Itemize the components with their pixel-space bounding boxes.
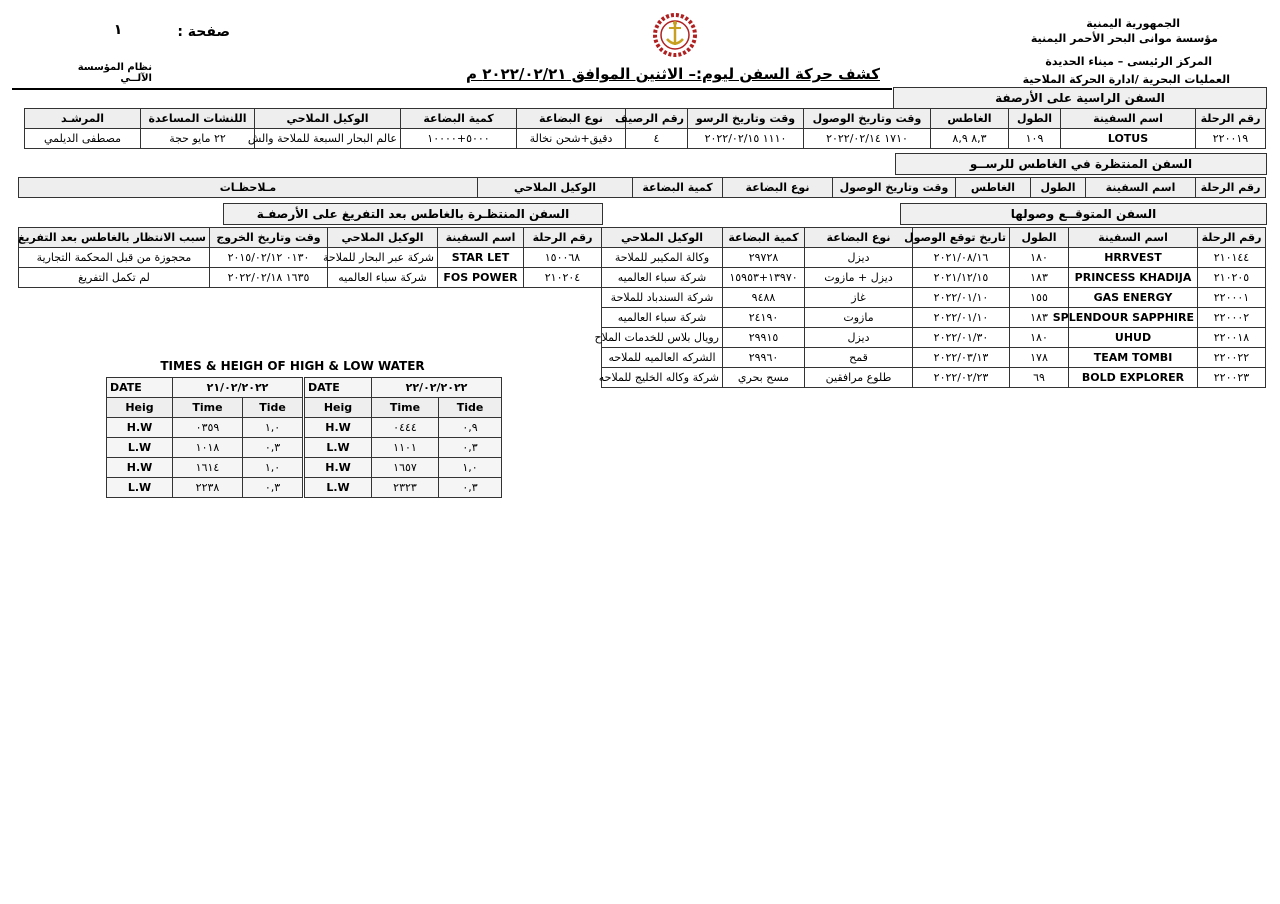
- table-cell: غاز: [805, 288, 913, 308]
- col-header: سبب الانتظار بالغاطس بعد التفريغ: [19, 228, 210, 248]
- table-cell: قمح: [805, 348, 913, 368]
- table-cell: ٢٢ مايو حجة: [141, 129, 255, 149]
- table-cell: ديزل: [805, 328, 913, 348]
- tides-title: TIMES & HEIGH OF HIGH & LOW WATER: [160, 359, 425, 373]
- page-title: كشف حركة السفن ليوم:– الاثنين الموافق ٢٠٢٢/٠٢/٢١ م: [466, 65, 880, 83]
- tide-header-row: [305, 398, 502, 418]
- table-cell: ١,٠: [243, 418, 303, 438]
- col-header: Tide: [243, 398, 303, 418]
- col-header: الوكيل الملاحي: [602, 228, 723, 248]
- table-row: [602, 248, 1266, 268]
- expected-table: [594, 227, 1266, 388]
- col-header: الغاطس: [931, 109, 1009, 129]
- anchorage-header-row: [19, 178, 1266, 198]
- port-emblem-icon: [652, 12, 698, 58]
- col-header: الوكيل الملاحي: [255, 109, 401, 129]
- table-cell: وكالة المكيبر للملاحة: [602, 248, 723, 268]
- table-cell: L.W: [107, 478, 173, 498]
- table-cell: ٠٤٤٤: [372, 418, 439, 438]
- table-cell: شركة عبر البحار للملاحة: [328, 248, 438, 268]
- table-cell: ٢٢٠٠١٩: [1196, 129, 1266, 149]
- table-cell: ١,٠: [243, 458, 303, 478]
- table-cell: PRINCESS KHADIJA: [1069, 268, 1198, 288]
- berthed-table: [24, 108, 1266, 149]
- table-cell: H.W: [107, 458, 173, 478]
- table-cell: ٥٠٠٠+١٠٠٠٠: [401, 129, 517, 149]
- page-number: ١: [113, 22, 123, 38]
- table-cell: شركة سباء العالميه: [602, 308, 723, 328]
- table-row: [19, 248, 602, 268]
- table-cell: ١٥٥: [1010, 288, 1069, 308]
- waiting-header-row: [19, 228, 602, 248]
- col-header: كمية البضاعة: [723, 228, 805, 248]
- col-header: رقم الرصيف: [626, 109, 688, 129]
- col-header: المرشـد: [25, 109, 141, 129]
- col-header: وقت وتاريخ الرسو: [688, 109, 804, 129]
- table-cell: ١١٠١: [372, 438, 439, 458]
- tide-date: ٢١/٠٢/٢٠٢٢: [173, 378, 303, 398]
- table-cell: BOLD EXPLORER: [1069, 368, 1198, 388]
- waiting-discharge-table: [18, 227, 602, 288]
- table-cell: محجوزة من قبل المحكمة التجارية: [19, 248, 210, 268]
- tide-header-row: [107, 398, 303, 418]
- table-cell: GAS ENERGY: [1069, 288, 1198, 308]
- table-row: [305, 438, 502, 458]
- table-cell: ٢٣٢٣: [372, 478, 439, 498]
- col-header: الغاطس: [956, 178, 1031, 198]
- department-name: العمليات البحرية /ادارة الحركة الملاحية: [1022, 73, 1230, 86]
- col-header: نوع البضاعة: [805, 228, 913, 248]
- table-cell: L.W: [107, 438, 173, 458]
- republic-name: الجمهورية اليمنية: [1086, 17, 1180, 30]
- table-cell: ٢٢٠٠٠٢: [1198, 308, 1266, 328]
- table-cell: شركة السندباد للملاحة: [602, 288, 723, 308]
- table-row: [107, 438, 303, 458]
- table-row: [305, 458, 502, 478]
- table-cell: ٢٢٣٨: [173, 478, 243, 498]
- page-label: صفحة :: [177, 24, 230, 40]
- table-row: [19, 268, 602, 288]
- col-header: وقت وتاريخ الوصول: [804, 109, 931, 129]
- table-cell: ٢٢٠٠١٨: [1198, 328, 1266, 348]
- table-cell: ٠٣٥٩: [173, 418, 243, 438]
- table-row: [305, 478, 502, 498]
- table-cell: ١٦١٤: [173, 458, 243, 478]
- col-header: اللنشات المساعدة: [141, 109, 255, 129]
- table-cell: ٠,٩: [439, 418, 502, 438]
- table-cell: ٢١٠٢٠٥: [1198, 268, 1266, 288]
- table-cell: L.W: [305, 478, 372, 498]
- berthed-section-title: السفن الراسية على الأرصفة: [893, 87, 1267, 109]
- table-cell: H.W: [305, 418, 372, 438]
- table-cell: ١٨٠: [1010, 248, 1069, 268]
- col-header: نوع البضاعة: [723, 178, 833, 198]
- table-cell: FOS POWER: [438, 268, 524, 288]
- col-header: كمية البضاعة: [401, 109, 517, 129]
- table-cell: ٢٢٠٠٠١: [1198, 288, 1266, 308]
- table-cell: HRRVEST: [1069, 248, 1198, 268]
- table-cell: ١٨٣: [1010, 308, 1069, 328]
- table-cell: H.W: [305, 458, 372, 478]
- anchorage-table: [18, 177, 1266, 198]
- col-header: الطول: [1010, 228, 1069, 248]
- col-header: الوكيل الملاحي: [478, 178, 633, 198]
- table-cell: ٢٢٠٠٢٣: [1198, 368, 1266, 388]
- table-cell: ١٠٩: [1009, 129, 1061, 149]
- col-header: Tide: [439, 398, 502, 418]
- date-label: DATE: [305, 378, 372, 398]
- table-row: [602, 328, 1266, 348]
- col-header: اسم السفينة: [1086, 178, 1196, 198]
- table-cell: ١٧٨: [1010, 348, 1069, 368]
- table-row: [602, 348, 1266, 368]
- table-cell: ديزل: [805, 248, 913, 268]
- waiting-discharge-section-title: السفن المنتظـرة بالغاطس بعد التفريغ على الأرصفـة: [223, 203, 603, 225]
- table-cell: الشركه العالميه للملاحه: [602, 348, 723, 368]
- table-cell: لم تكمل التفريغ: [19, 268, 210, 288]
- col-header: تاريخ توقع الوصول: [913, 228, 1010, 248]
- table-cell: ٢٢٠٠٢٢: [1198, 348, 1266, 368]
- col-header: Heig: [107, 398, 173, 418]
- header-divider: [12, 88, 892, 90]
- table-row: [25, 129, 1266, 149]
- table-cell: LOTUS: [1061, 129, 1196, 149]
- berthed-header-row: [25, 109, 1266, 129]
- table-cell: ٠,٣: [243, 438, 303, 458]
- table-cell: ١٦٣٥ ٢٠٢٢/٠٢/١٨: [210, 268, 328, 288]
- center-name: المركز الرئيسى – ميناء الحديدة: [1045, 55, 1212, 68]
- table-cell: ٨,٣ ٨,٩: [931, 129, 1009, 149]
- table-cell: ٢٠٢٢/٠٢/٢٣: [913, 368, 1010, 388]
- table-cell: UHUD: [1069, 328, 1198, 348]
- table-cell: ٦٩: [1010, 368, 1069, 388]
- col-header: Time: [173, 398, 243, 418]
- table-row: [602, 268, 1266, 288]
- col-header: Time: [372, 398, 439, 418]
- date-label: DATE: [107, 378, 173, 398]
- col-header: نوع البضاعة: [517, 109, 626, 129]
- col-header: اسم السفينة: [1069, 228, 1198, 248]
- table-cell: رويال بلاس للخدمات الملاح: [602, 328, 723, 348]
- anchorage-section-title: السفن المنتظرة في الغاطس للرســو: [895, 153, 1267, 175]
- tide-date-row: [305, 378, 502, 398]
- tide-date: ٢٢/٠٢/٢٠٢٢: [372, 378, 502, 398]
- table-cell: ٢١٠١٤٤: [1198, 248, 1266, 268]
- table-cell: ١٠١٨: [173, 438, 243, 458]
- table-cell: ٢٠٢٢/٠١/١٠: [913, 308, 1010, 328]
- table-cell: ٢٠٢٢/٠٣/١٣: [913, 348, 1010, 368]
- table-cell: ٢٤١٩٠: [723, 308, 805, 328]
- table-cell: ١١١٠ ٢٠٢٢/٠٢/١٥: [688, 129, 804, 149]
- table-row: [305, 418, 502, 438]
- table-cell: ١٥٠٠٦٨: [524, 248, 602, 268]
- table-cell: شركة سباء العالميه: [602, 268, 723, 288]
- col-header: مـلاحظـات: [19, 178, 478, 198]
- table-cell: ٢٩٩٦٠: [723, 348, 805, 368]
- table-cell: ٠١٣٠ ٢٠١٥/٠٢/١٢: [210, 248, 328, 268]
- table-cell: مازوت: [805, 308, 913, 328]
- table-cell: ٢٠٢٢/٠١/١٠: [913, 288, 1010, 308]
- table-cell: مصطفى الديلمي: [25, 129, 141, 149]
- tide-date-row: [107, 378, 303, 398]
- table-cell: STAR LET: [438, 248, 524, 268]
- table-cell: ٢٠٢١/٠٨/١٦: [913, 248, 1010, 268]
- table-cell: ٢٠٢١/١٢/١٥: [913, 268, 1010, 288]
- table-cell: شركة وكاله الخليج للملاحه: [602, 368, 723, 388]
- col-header: اسم السفينة: [1061, 109, 1196, 129]
- col-header: اسم السفينة: [438, 228, 524, 248]
- table-row: [602, 368, 1266, 388]
- table-cell: مسح بحري: [723, 368, 805, 388]
- table-cell: ١,٠: [439, 458, 502, 478]
- col-header: رقم الرحلة: [1196, 109, 1266, 129]
- table-cell: ديزل + مازوت: [805, 268, 913, 288]
- col-header: الطول: [1031, 178, 1086, 198]
- table-cell: ١٦٥٧: [372, 458, 439, 478]
- table-row: [107, 418, 303, 438]
- table-cell: عالم البحار السبعة للملاحة والش: [255, 129, 401, 149]
- table-cell: ٢١٠٢٠٤: [524, 268, 602, 288]
- table-cell: ٩٤٨٨: [723, 288, 805, 308]
- col-header: رقم الرحلة: [1198, 228, 1266, 248]
- table-cell: ١٧١٠ ٢٠٢٢/٠٢/١٤: [804, 129, 931, 149]
- table-cell: TEAM TOMBI: [1069, 348, 1198, 368]
- table-cell: ٤: [626, 129, 688, 149]
- table-cell: ١٨٣: [1010, 268, 1069, 288]
- col-header: رقم الرحلة: [524, 228, 602, 248]
- col-header: الطول: [1009, 109, 1061, 129]
- table-cell: SPLENDOUR SAPPHIRE: [1069, 308, 1198, 328]
- table-cell: ٢٩٩١٥: [723, 328, 805, 348]
- col-header: وقت وتاريخ الوصول: [833, 178, 956, 198]
- table-row: [107, 478, 303, 498]
- corporation-name: مؤسسة موانى البحر الأحمر اليمنية: [1030, 32, 1218, 45]
- col-header: وقت وتاريخ الخروج: [210, 228, 328, 248]
- table-cell: دقيق+شحن نخالة: [517, 129, 626, 149]
- table-cell: ٠,٣: [439, 438, 502, 458]
- table-cell: ٢٠٢٢/٠١/٣٠: [913, 328, 1010, 348]
- table-cell: طلوع مرافقين: [805, 368, 913, 388]
- table-row: [107, 458, 303, 478]
- col-header: الوكيل الملاحي: [328, 228, 438, 248]
- col-header: كمية البضاعة: [633, 178, 723, 198]
- table-cell: ١٣٩٧٠+١٥٩٥٣: [723, 268, 805, 288]
- table-cell: شركة سباء العالميه: [328, 268, 438, 288]
- table-cell: H.W: [107, 418, 173, 438]
- table-cell: ٢٩٧٢٨: [723, 248, 805, 268]
- system-label: نظام المؤسسة الآلــي: [77, 62, 152, 84]
- col-header: Heig: [305, 398, 372, 418]
- expected-header-row: [602, 228, 1266, 248]
- table-cell: ١٨٠: [1010, 328, 1069, 348]
- table-row: [602, 308, 1266, 328]
- table-cell: ٠,٣: [243, 478, 303, 498]
- tide-table-day1: [106, 377, 303, 498]
- tide-table-day2: [304, 377, 502, 498]
- expected-section-title: السفن المتوقــع وصولها: [900, 203, 1267, 225]
- table-row: [602, 288, 1266, 308]
- col-header: رقم الرحلة: [1196, 178, 1266, 198]
- table-cell: ٠,٣: [439, 478, 502, 498]
- table-cell: L.W: [305, 438, 372, 458]
